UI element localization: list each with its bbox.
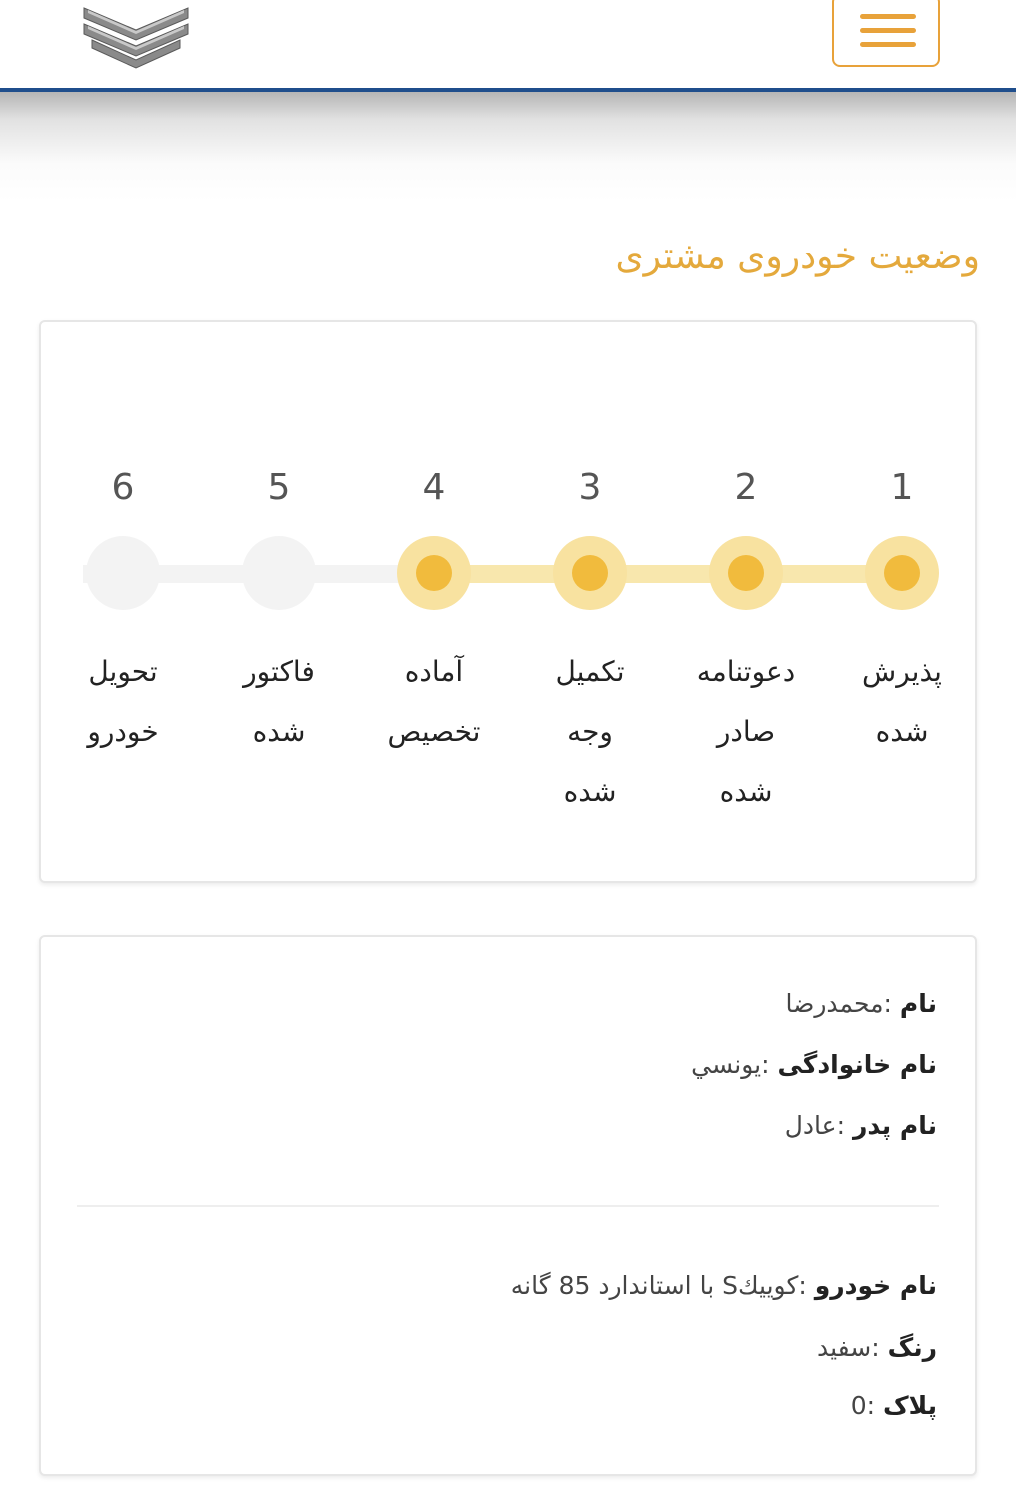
step-6 bbox=[48, 322, 198, 885]
header-bar bbox=[0, 0, 1016, 92]
step-number: 4 bbox=[422, 467, 446, 508]
step-dot bbox=[572, 555, 608, 591]
status-steps-card bbox=[39, 320, 977, 883]
step-4 bbox=[359, 322, 509, 885]
step-1 bbox=[827, 322, 977, 885]
customer-name-label: نام bbox=[899, 989, 937, 1018]
step-indicator bbox=[553, 536, 627, 610]
step-label: آماده تخصیص bbox=[387, 655, 481, 748]
section-divider bbox=[77, 1205, 939, 1207]
step-number: 1 bbox=[890, 467, 914, 508]
step-number: 3 bbox=[578, 467, 602, 508]
step-indicator bbox=[397, 536, 471, 610]
saipa-logo-icon[interactable] bbox=[78, 0, 194, 70]
page-title: وضعیت خودروی مشتری bbox=[615, 236, 980, 277]
vehicle-name-row bbox=[511, 1271, 937, 1300]
customer-info-card bbox=[39, 935, 977, 1476]
step-2 bbox=[671, 322, 821, 885]
step-label: تحویل خودرو bbox=[87, 655, 159, 748]
step-label: دعوتنامه صادر شده bbox=[696, 655, 796, 808]
vehicle-plate-label: پلاک bbox=[883, 1391, 937, 1420]
step-indicator bbox=[242, 536, 316, 610]
header-shadow bbox=[0, 92, 1016, 202]
step-dot bbox=[728, 555, 764, 591]
step-indicator bbox=[86, 536, 160, 610]
vehicle-plate-value: :0 bbox=[850, 1391, 876, 1420]
customer-father-value: :عادل bbox=[784, 1111, 846, 1140]
step-3 bbox=[515, 322, 665, 885]
customer-family-label: نام خانوادگی bbox=[777, 1050, 937, 1079]
vehicle-name-value: :کوييكS با استاندارد 85 گانه bbox=[510, 1271, 807, 1300]
customer-father-row bbox=[785, 1111, 937, 1140]
step-label: تکمیل وجه شده bbox=[555, 655, 625, 808]
customer-family-row bbox=[691, 1050, 937, 1079]
step-indicator bbox=[709, 536, 783, 610]
menu-button[interactable] bbox=[832, 0, 940, 67]
vehicle-name-label: نام خودرو bbox=[814, 1271, 937, 1300]
vehicle-color-value: :سفيد bbox=[816, 1333, 880, 1362]
step-dot bbox=[416, 555, 452, 591]
step-label: پذیرش شده bbox=[862, 655, 942, 748]
hamburger-icon bbox=[860, 42, 916, 47]
vehicle-color-row bbox=[817, 1333, 937, 1362]
step-indicator bbox=[865, 536, 939, 610]
step-label: فاکتور شده bbox=[243, 655, 315, 748]
customer-name-row bbox=[785, 989, 937, 1018]
vehicle-plate-row bbox=[851, 1391, 937, 1420]
step-number: 2 bbox=[734, 467, 758, 508]
hamburger-icon bbox=[860, 14, 916, 19]
customer-family-value: :یونسي bbox=[691, 1050, 770, 1079]
step-dot bbox=[884, 555, 920, 591]
step-5 bbox=[204, 322, 354, 885]
step-number: 6 bbox=[111, 467, 135, 508]
customer-name-value: :محمدرضا bbox=[785, 989, 892, 1018]
step-number: 5 bbox=[267, 467, 291, 508]
customer-father-label: نام پدر bbox=[852, 1111, 937, 1140]
vehicle-color-label: رنگ bbox=[887, 1333, 937, 1362]
hamburger-icon bbox=[860, 28, 916, 33]
